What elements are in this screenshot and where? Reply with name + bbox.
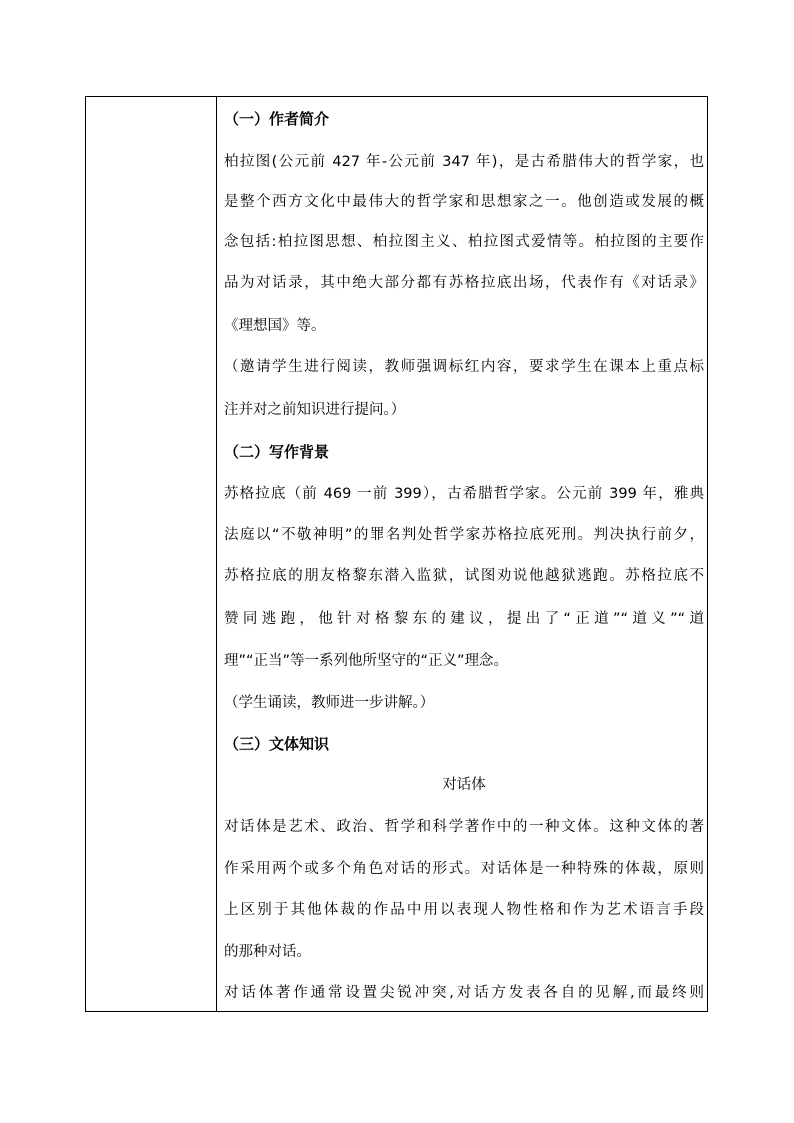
author-line-1: 柏拉图(公元前 427 年-公元前 347 年)，是古希腊伟大的哲学家，也 bbox=[224, 154, 704, 170]
background-line-1: 苏格拉底（前 469 一前 399），古希腊哲学家。公元前 399 年，雅典 bbox=[224, 486, 704, 502]
lesson-table bbox=[85, 96, 708, 1012]
author-note-line-2: 注并对之前知识进行提问。） bbox=[224, 402, 406, 418]
genre-line-2: 作采用两个或多个角色对话的形式。对话体是一种特殊的体裁，原则 bbox=[224, 861, 704, 877]
background-line-5: 理”“正当”等一系列他所坚守的“正义”理念。 bbox=[224, 653, 509, 669]
background-line-2: 法庭以“不敬神明”的罪名判处哲学家苏格拉底死刑。判决执行前夕， bbox=[224, 527, 704, 543]
author-line-3: 念包括:柏拉图思想、柏拉图主义、柏拉图式爱情等。柏拉图的主要作 bbox=[224, 234, 704, 250]
genre-subtitle: 对话体 bbox=[442, 777, 486, 793]
author-note-line-1: （邀请学生进行阅读，教师强调标红内容，要求学生在课本上重点标 bbox=[224, 359, 704, 375]
genre-line-3: 上区别于其他体裁的作品中用以表现人物性格和作为艺术语言手段 bbox=[224, 902, 704, 918]
genre-line-5: 对话体著作通常设置尖锐冲突,对话方发表各自的见解,而最终则 bbox=[224, 985, 704, 1001]
author-line-4: 品为对话录，其中绝大部分都有苏格拉底出场，代表作有《对话录》 bbox=[224, 275, 704, 291]
column-divider bbox=[216, 97, 217, 1011]
section-heading-genre: （三）文体知识 bbox=[224, 735, 330, 753]
genre-line-4: 的那种对话。 bbox=[224, 944, 311, 960]
author-line-2: 是整个西方文化中最伟大的哲学家和思想家之一。他创造或发展的概 bbox=[224, 194, 704, 210]
genre-line-1: 对话体是艺术、政治、哲学和科学著作中的一种文体。这种文体的著 bbox=[224, 819, 704, 835]
author-line-5: 《理想国》等。 bbox=[224, 318, 326, 334]
section-heading-background: （二）写作背景 bbox=[224, 443, 330, 461]
section-heading-author: （一）作者简介 bbox=[224, 110, 330, 128]
left-cell bbox=[86, 97, 216, 1011]
background-line-4: 赞同逃跑，他针对格黎东的建议，提出了“正道”“道义”“道 bbox=[224, 611, 704, 627]
background-note: （学生诵读，教师进一步讲解。） bbox=[224, 695, 435, 711]
background-line-3: 苏格拉底的朋友格黎东潜入监狱，试图劝说他越狱逃跑。苏格拉底不 bbox=[224, 568, 704, 584]
